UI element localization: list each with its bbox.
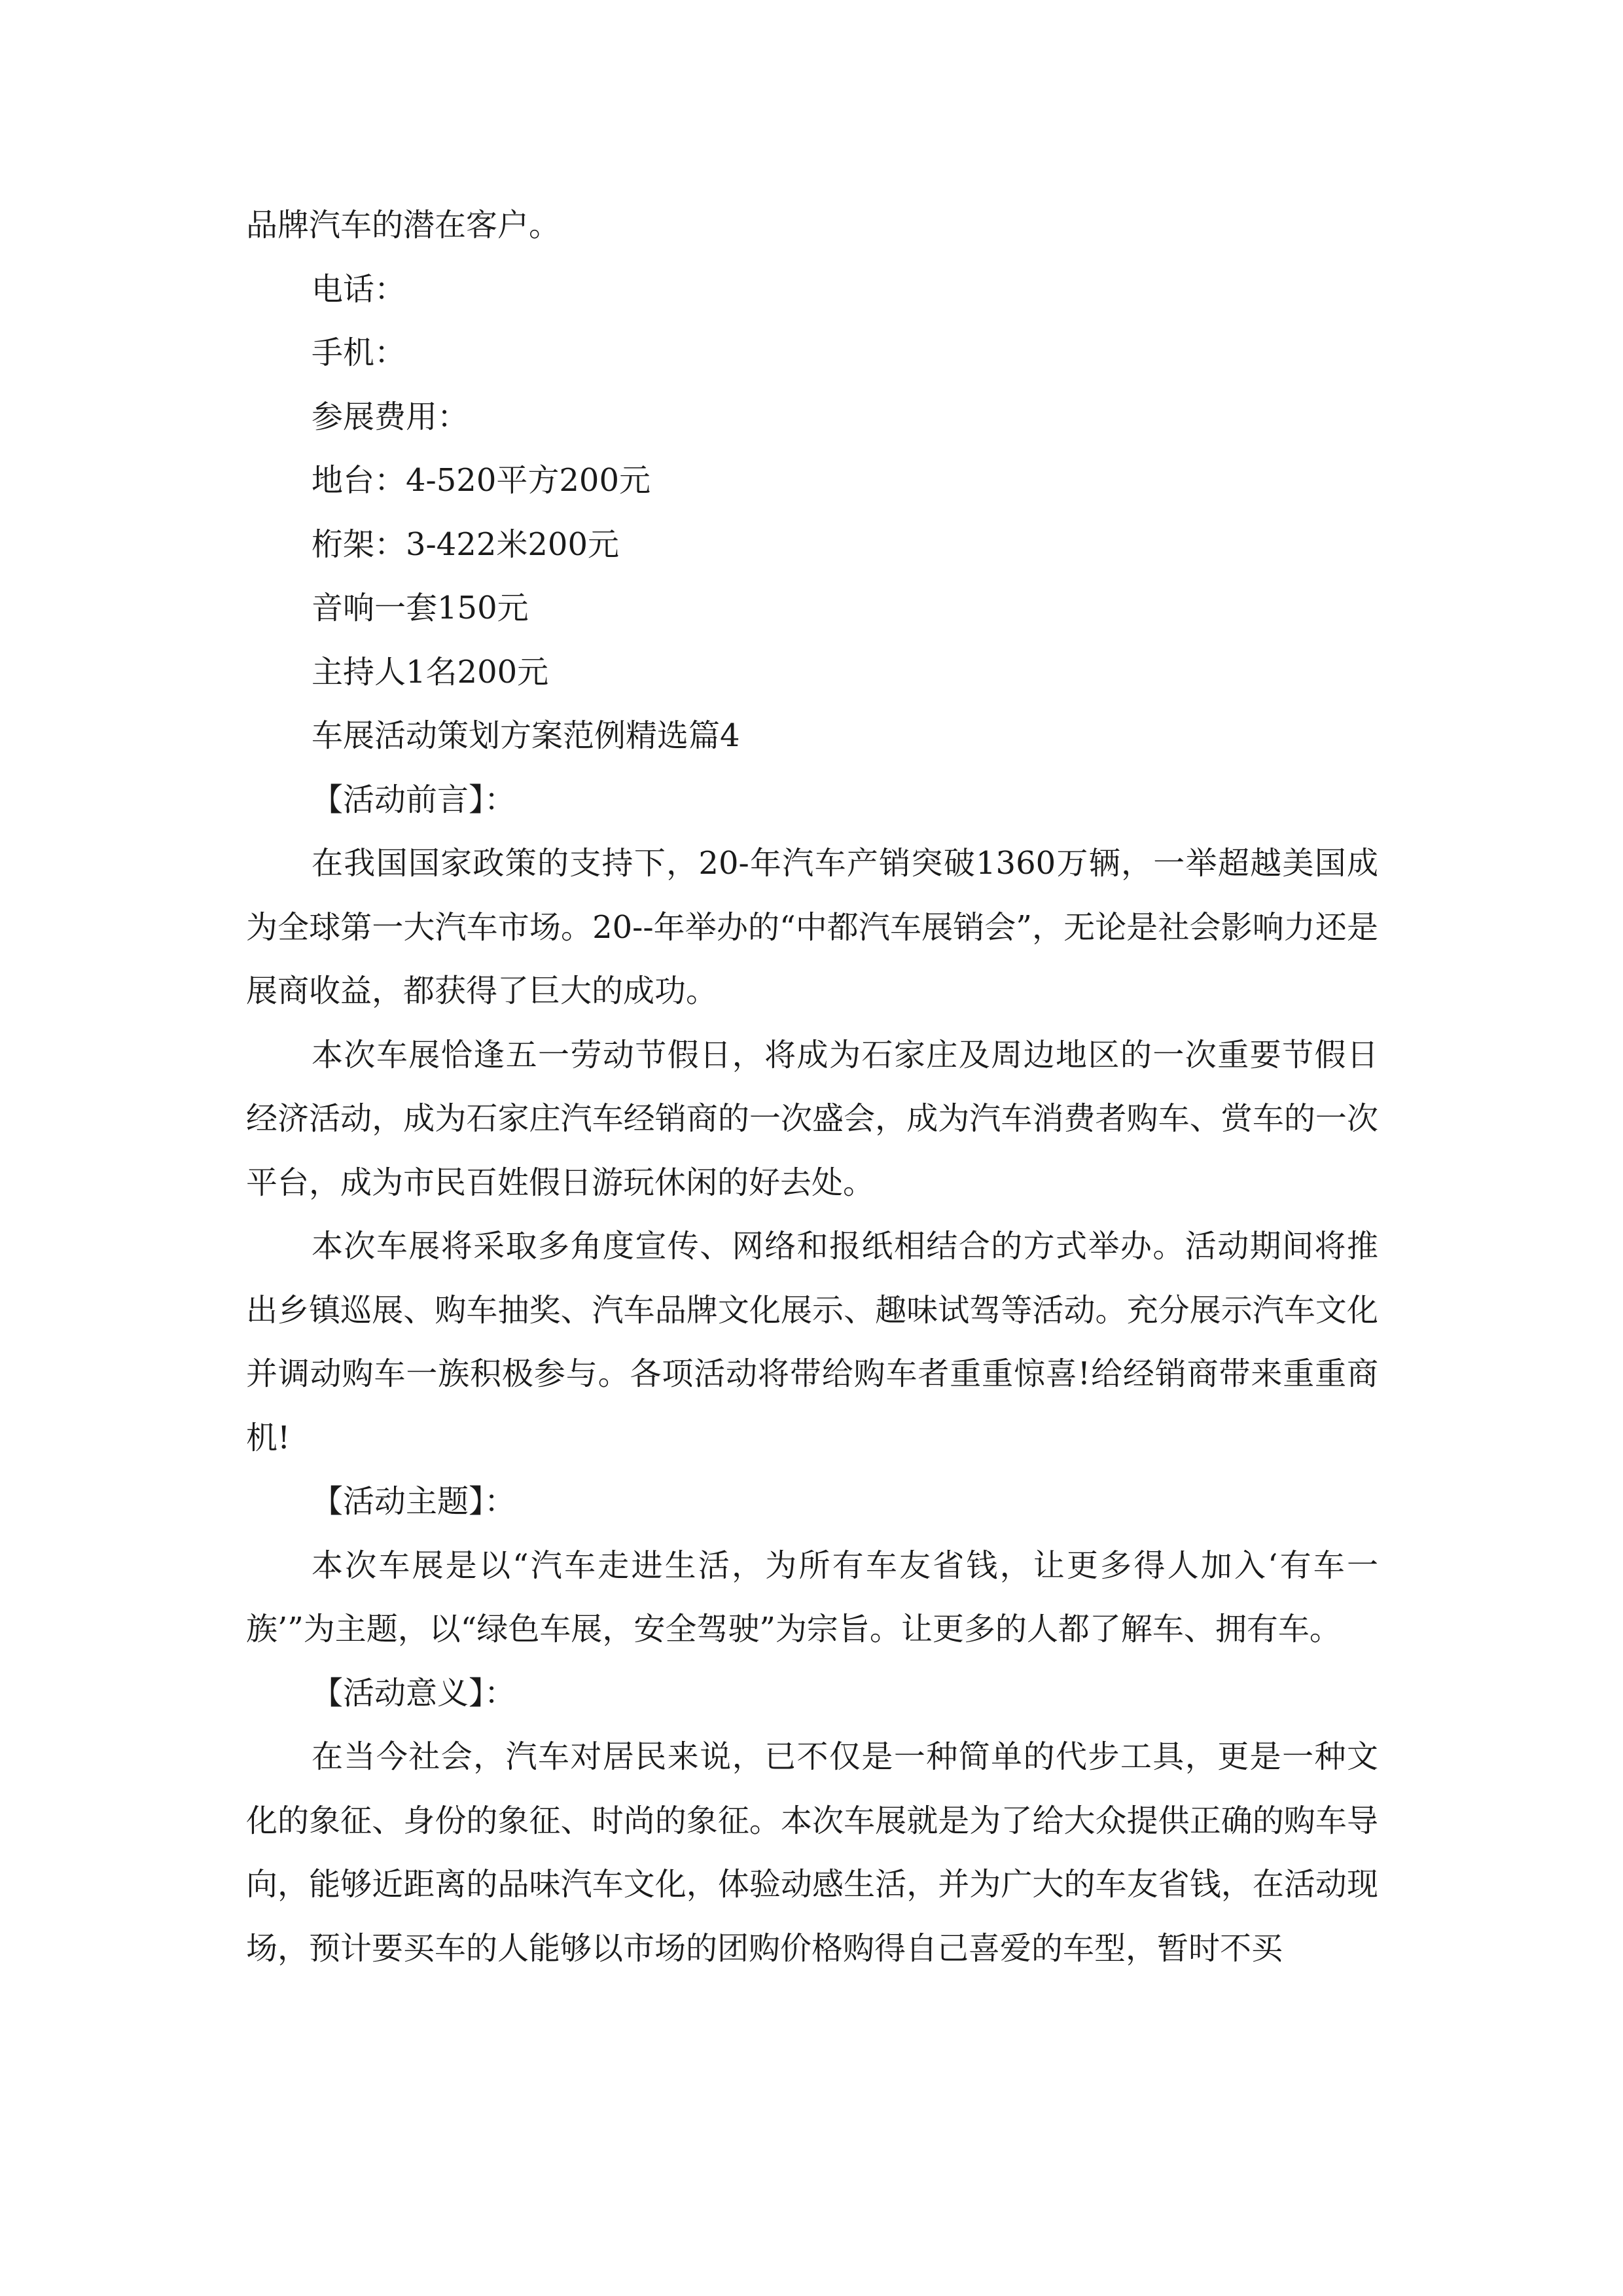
fee-item-audio: 音响一套150元 (312, 590, 529, 626)
document-body (246, 194, 1378, 1981)
mobile-label: 手机： (312, 334, 406, 371)
heading-theme: 【活动主题】： (312, 1483, 516, 1520)
fee-item-host: 主持人1名200元 (312, 653, 549, 691)
heading-significance: 【活动意义】： (312, 1674, 516, 1712)
paragraph: 本次车展是以“汽车走进生活，为所有车友省钱，让更多得人加入‘有车一族’”为主题，以“绿色车展，安全驾驶”为宗旨。让更多的人都了解车、拥有车。 (246, 1547, 1378, 1647)
fee-item-truss: 桁架：3-422米200元 (312, 526, 619, 563)
paragraph: 本次车展恰逢五一劳动节假日，将成为石家庄及周边地区的一次重要节假日经济活动，成为石家庄汽车经销商的一次盛会，成为汽车消费者购车、赏车的一次平台，成为市民百姓假日游玩休闲的好去处。 (246, 1036, 1378, 1201)
paragraph: 在当今社会，汽车对居民来说，已不仅是一种简单的代步工具，更是一种文化的象征、身份的象征、时尚的象征。本次车展就是为了给大众提供正确的购车导向，能够近距离的品味汽车文化，体验动感生活，并为广大的车友省钱，在活动现场，预计要买车的人能够以市场的团购价格购得自己喜爱的车型，暂时不买 (246, 1738, 1378, 1967)
exhibition-fee-heading: 参展费用： (312, 398, 469, 435)
paragraph: 在我国国家政策的支持下，20-年汽车产销突破1360万辆，一举超越美国成为全球第一大汽车市场。20--年举办的“中都汽车展销会”，无论是社会影响力还是展商收益，都获得了巨大的成功。 (246, 845, 1378, 1009)
paragraph: 本次车展将采取多角度宣传、网络和报纸相结合的方式举办。活动期间将推出乡镇巡展、购车抽奖、汽车品牌文化展示、趣味试驾等活动。充分展示汽车文化并调动购车一族积极参与。各项活动将带给购车者重重惊喜!给经销商带来重重商机! (246, 1228, 1378, 1456)
section-title: 车展活动策划方案范例精选篇4 (312, 717, 740, 754)
phone-label: 电话： (312, 270, 406, 308)
paragraph: 品牌汽车的潜在客户。 (246, 207, 561, 243)
heading-preface: 【活动前言】： (312, 781, 516, 818)
fee-item-platform: 地台：4-520平方200元 (312, 462, 651, 499)
